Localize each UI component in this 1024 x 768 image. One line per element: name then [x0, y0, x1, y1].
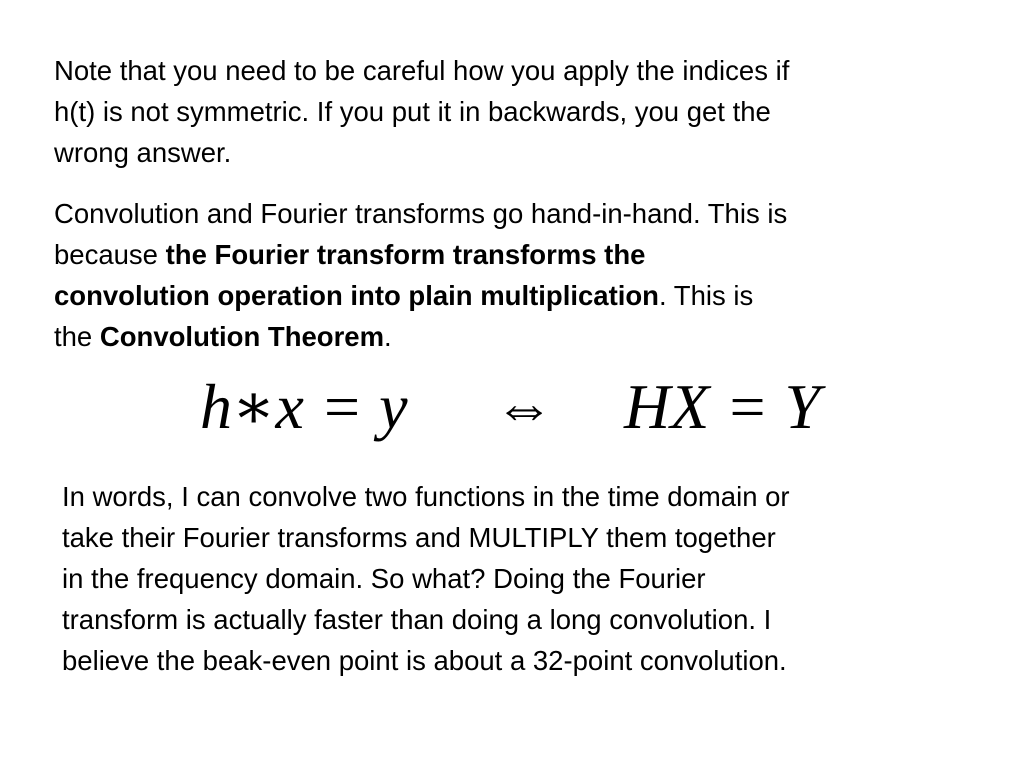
plain-text: the [54, 321, 100, 352]
convolution-theorem-term: Convolution Theorem [99, 321, 385, 352]
text-line [54, 316, 787, 357]
plain-text: because [54, 239, 166, 270]
text-line [54, 234, 787, 275]
convolution-theorem-paragraph [54, 193, 787, 357]
note-paragraph [54, 50, 789, 173]
text-line: h(t) is not symmetric. If you put it in backwards, you get the [54, 96, 771, 127]
text-line: take their Fourier transforms and MULTIPLY them together [62, 522, 776, 553]
text-line: believe the beak-even point is about a 32-point convolution. [62, 645, 787, 676]
explanation-paragraph [62, 476, 790, 681]
text-line [54, 275, 787, 316]
bold-text: the Fourier transform transforms the [165, 239, 646, 270]
bold-text: convolution operation into plain multiplication [54, 280, 659, 311]
text-line: wrong answer. [54, 137, 232, 168]
plain-text: . This is [658, 280, 754, 311]
equation-time-domain: h∗x = y [200, 371, 408, 442]
text-line: Convolution and Fourier transforms go hand-in-hand. This is [54, 198, 788, 229]
text-line: in the frequency domain. So what? Doing the Fourier [62, 563, 706, 594]
text-line: Note that you need to be careful how you apply the indices if [54, 55, 790, 86]
equivalence-arrow-icon: ⇔ [494, 374, 554, 440]
text-line: transform is actually faster than doing a long convolution. I [62, 604, 772, 635]
plain-text: . [384, 321, 392, 352]
convolution-equation [0, 368, 1024, 446]
text-line: In words, I can convolve two functions in the time domain or [62, 481, 790, 512]
equation-frequency-domain: HX = Y [624, 371, 821, 442]
